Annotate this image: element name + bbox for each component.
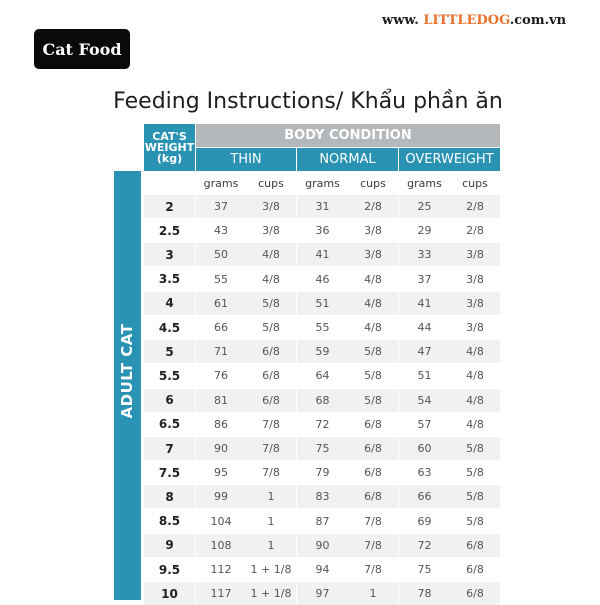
table-row [144,243,500,266]
table-row [144,292,500,315]
weight-header-line-2: WEIGHT [144,141,195,154]
page-title: Feeding Instructions/ Khẩu phần ăn [113,89,503,114]
thin-grams-cell: 95 [196,461,247,484]
table-row [144,558,500,581]
normal-cups-cell: 4/8 [348,316,399,339]
thin-cups-cell: 6/8 [246,340,297,363]
normal-cups-header: cups [348,171,398,195]
normal-cups-cell: 2/8 [348,195,399,218]
normal-grams-cell: 41 [297,243,349,266]
normal-cups-cell: 1 [348,582,399,605]
weight-cell: 9.5 [144,558,196,581]
thin-grams-cell: 104 [196,510,247,533]
thin-cups-cell: 1 + 1/8 [246,558,297,581]
weight-cell: 4.5 [144,316,196,339]
normal-cups-cell: 7/8 [348,510,399,533]
overweight-cups-cell: 5/8 [450,510,501,533]
normal-cups-cell: 7/8 [348,534,399,557]
weight-cell: 9 [144,534,196,557]
overweight-grams-cell: 66 [399,485,451,508]
thin-grams-cell: 86 [196,413,247,436]
normal-grams-cell: 97 [297,582,349,605]
weight-header-line-3: (kg) [156,152,183,165]
thin-header: THIN [196,148,296,171]
weight-cell: 6 [144,389,196,412]
normal-cups-cell: 4/8 [348,292,399,315]
weight-cell: 8 [144,485,196,508]
table-row [144,534,500,557]
weight-cell: 5 [144,340,196,363]
overweight-grams-cell: 78 [399,582,451,605]
overweight-cups-cell: 6/8 [450,582,501,605]
table-row [144,219,500,242]
thin-grams-cell: 112 [196,558,247,581]
normal-cups-cell: 6/8 [348,437,399,460]
table-row [144,461,500,484]
thin-grams-cell: 66 [196,316,247,339]
weight-cell: 3 [144,243,196,266]
normal-grams-cell: 79 [297,461,349,484]
normal-cups-cell: 7/8 [348,558,399,581]
table-row [144,340,500,363]
normal-grams-cell: 75 [297,437,349,460]
overweight-header: OVERWEIGHT [399,148,500,171]
normal-cups-cell: 5/8 [348,364,399,387]
normal-grams-cell: 64 [297,364,349,387]
overweight-grams-cell: 54 [399,389,451,412]
adult-cat-label: ADULT CAT [118,323,136,419]
table-row [144,389,500,412]
url-prefix: www. [382,13,424,28]
weight-cell: 10 [144,582,196,605]
overweight-grams-cell: 63 [399,461,451,484]
thin-grams-cell: 117 [196,582,247,605]
overweight-grams-header: grams [399,171,450,195]
normal-grams-cell: 51 [297,292,349,315]
weight-column-header [144,124,195,171]
overweight-cups-cell: 3/8 [450,243,501,266]
body-condition-header: BODY CONDITION [196,124,500,147]
overweight-grams-cell: 44 [399,316,451,339]
normal-cups-cell: 5/8 [348,389,399,412]
feeding-table [114,124,500,600]
thin-cups-cell: 1 [246,485,297,508]
thin-grams-cell: 55 [196,268,247,291]
normal-cups-cell: 5/8 [348,340,399,363]
overweight-cups-cell: 3/8 [450,268,501,291]
overweight-grams-cell: 29 [399,219,451,242]
weight-cell: 7 [144,437,196,460]
overweight-grams-cell: 75 [399,558,451,581]
thin-cups-cell: 1 [246,534,297,557]
weight-cell: 8.5 [144,510,196,533]
overweight-cups-cell: 4/8 [450,340,501,363]
weight-cell: 2.5 [144,219,196,242]
normal-grams-cell: 90 [297,534,349,557]
thin-grams-cell: 61 [196,292,247,315]
overweight-grams-cell: 51 [399,364,451,387]
thin-grams-cell: 71 [196,340,247,363]
url-brand: LITTLEDOG [423,13,510,28]
overweight-grams-cell: 25 [399,195,451,218]
overweight-grams-cell: 33 [399,243,451,266]
overweight-cups-cell: 5/8 [450,461,501,484]
thin-cups-cell: 7/8 [246,413,297,436]
thin-cups-cell: 5/8 [246,292,297,315]
thin-grams-cell: 76 [196,364,247,387]
thin-cups-cell: 4/8 [246,268,297,291]
table-row [144,413,500,436]
normal-grams-cell: 31 [297,195,349,218]
thin-cups-cell: 6/8 [246,364,297,387]
thin-grams-cell: 50 [196,243,247,266]
overweight-grams-cell: 57 [399,413,451,436]
weight-cell: 2 [144,195,196,218]
overweight-grams-cell: 41 [399,292,451,315]
normal-grams-cell: 87 [297,510,349,533]
adult-cat-sidebar [114,171,141,600]
normal-cups-cell: 4/8 [348,268,399,291]
overweight-grams-cell: 69 [399,510,451,533]
normal-grams-cell: 72 [297,413,349,436]
thin-cups-cell: 1 + 1/8 [246,582,297,605]
thin-grams-cell: 43 [196,219,247,242]
table-row [144,582,500,605]
overweight-cups-cell: 5/8 [450,485,501,508]
overweight-grams-cell: 47 [399,340,451,363]
thin-cups-cell: 7/8 [246,437,297,460]
overweight-cups-header: cups [450,171,500,195]
table-row [144,195,500,218]
table-row [144,485,500,508]
overweight-cups-cell: 4/8 [450,364,501,387]
table-row [144,364,500,387]
weight-cell: 5.5 [144,364,196,387]
thin-cups-header: cups [246,171,296,195]
thin-cups-cell: 5/8 [246,316,297,339]
thin-grams-cell: 37 [196,195,247,218]
normal-header: NORMAL [297,148,398,171]
normal-grams-cell: 94 [297,558,349,581]
normal-cups-cell: 3/8 [348,219,399,242]
thin-cups-cell: 3/8 [246,195,297,218]
overweight-cups-cell: 3/8 [450,292,501,315]
table-row [144,316,500,339]
thin-grams-cell: 81 [196,389,247,412]
weight-cell: 3.5 [144,268,196,291]
table-row [144,510,500,533]
overweight-grams-cell: 60 [399,437,451,460]
thin-cups-cell: 4/8 [246,243,297,266]
normal-grams-cell: 46 [297,268,349,291]
weight-cell: 6.5 [144,413,196,436]
weight-header-line-1: CAT'S [152,130,187,143]
thin-grams-cell: 99 [196,485,247,508]
thin-cups-cell: 6/8 [246,389,297,412]
overweight-grams-cell: 72 [399,534,451,557]
thin-cups-cell: 7/8 [246,461,297,484]
overweight-cups-cell: 3/8 [450,316,501,339]
url-suffix: .com.vn [509,13,567,28]
overweight-cups-cell: 2/8 [450,195,501,218]
normal-cups-cell: 6/8 [348,413,399,436]
overweight-cups-cell: 5/8 [450,437,501,460]
thin-grams-cell: 108 [196,534,247,557]
normal-grams-cell: 59 [297,340,349,363]
table-row [144,268,500,291]
normal-grams-cell: 68 [297,389,349,412]
thin-grams-header: grams [196,171,246,195]
overweight-cups-cell: 6/8 [450,558,501,581]
normal-grams-header: grams [297,171,348,195]
overweight-cups-cell: 4/8 [450,389,501,412]
overweight-cups-cell: 6/8 [450,534,501,557]
weight-cell: 7.5 [144,461,196,484]
overweight-cups-cell: 2/8 [450,219,501,242]
thin-cups-cell: 1 [246,510,297,533]
thin-grams-cell: 90 [196,437,247,460]
thin-cups-cell: 3/8 [246,219,297,242]
normal-cups-cell: 6/8 [348,485,399,508]
normal-grams-cell: 36 [297,219,349,242]
table-row [144,437,500,460]
normal-grams-cell: 83 [297,485,349,508]
website-url [382,13,566,28]
weight-cell: 4 [144,292,196,315]
cat-food-badge: Cat Food [34,29,130,69]
overweight-cups-cell: 4/8 [450,413,501,436]
normal-grams-cell: 55 [297,316,349,339]
normal-cups-cell: 6/8 [348,461,399,484]
overweight-grams-cell: 37 [399,268,451,291]
normal-cups-cell: 3/8 [348,243,399,266]
